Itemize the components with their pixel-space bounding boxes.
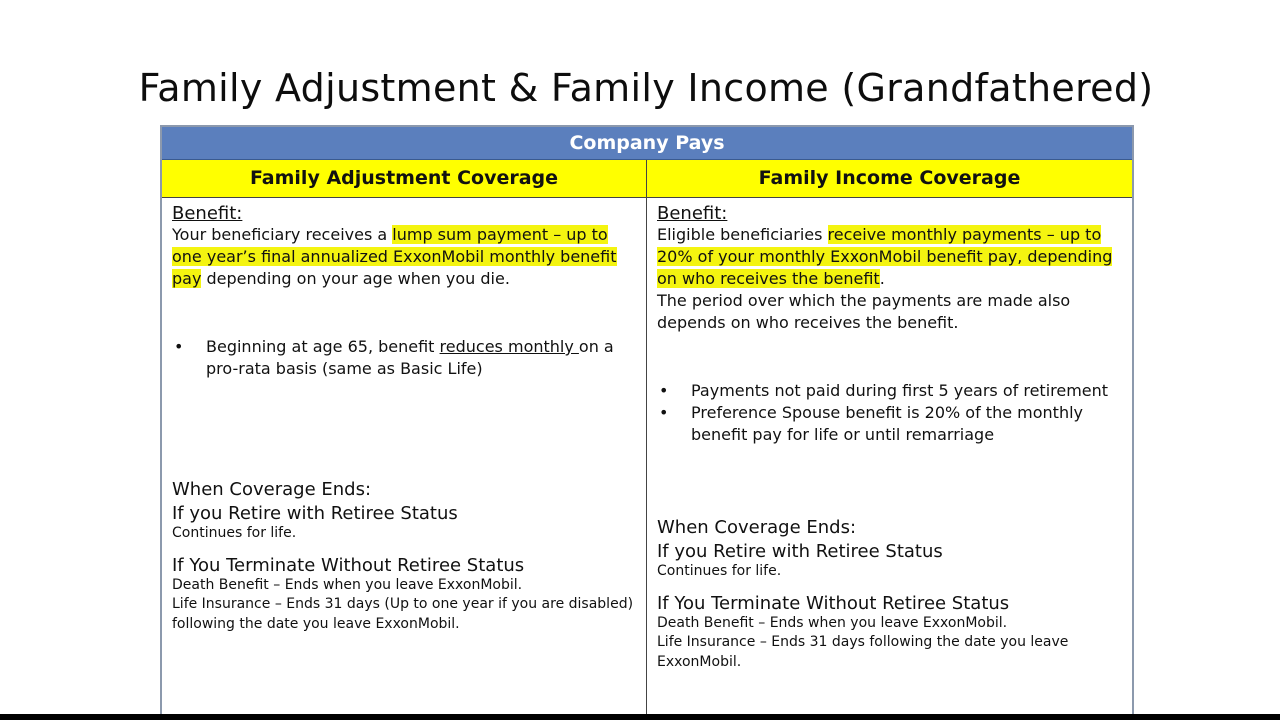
family-adjustment-header: Family Adjustment Coverage <box>162 160 647 197</box>
right-terminate-line: Life Insurance – Ends 31 days following the date you leave ExxonMobil. <box>657 634 1069 670</box>
left-ends-block <box>172 479 638 634</box>
right-terminate-line: Death Benefit – Ends when you leave ExxonMobil. <box>657 614 1008 631</box>
right-terminate-head: If You Terminate Without Retiree Status <box>657 592 1010 614</box>
right-retire-head: If you Retire with Retiree Status <box>657 541 943 562</box>
right-retire-text: Continues for life. <box>657 563 782 579</box>
company-pays-header: Company Pays <box>162 127 1132 160</box>
family-income-column <box>647 198 1132 720</box>
left-benefit-highlight: lump sum payment – up to one year’s final annualized ExxonMobil monthly benefit pay <box>172 225 617 288</box>
right-benefit-highlight: receive monthly payments – up to 20% of your monthly ExxonMobil benefit pay, depending on who receives the benefit <box>657 225 1113 288</box>
right-benefit-text <box>657 224 1124 290</box>
left-ends-label: When Coverage Ends: <box>172 479 372 500</box>
left-bullet-item <box>172 336 638 380</box>
coverage-table <box>160 125 1134 720</box>
right-benefit-block <box>657 203 1124 334</box>
bottom-black-bar <box>0 714 1280 720</box>
right-bullet-item: • Preference Spouse benefit is 20% of the monthly benefit pay for life or until remarriage <box>657 402 1124 446</box>
slide-title: Family Adjustment & Family Income (Grandfathered) <box>138 66 1154 110</box>
right-period-text: The period over which the payments are made also depends on who receives the benefit. <box>657 291 1071 332</box>
right-bullet-item: • Payments not paid during first 5 years of retirement <box>657 380 1124 402</box>
family-income-header: Family Income Coverage <box>758 167 1021 189</box>
left-terminate-line: Life Insurance – Ends 31 days (Up to one year if you are disabled) following the date you leave ExxonMobil. <box>172 596 634 632</box>
right-benefit-post: . <box>879 269 885 288</box>
right-bullet-list <box>657 380 1124 446</box>
left-bullet-post: on a pro-rata basis (same as Basic Life) <box>206 337 614 378</box>
left-terminate-head: If You Terminate Without Retiree Status <box>172 554 525 576</box>
left-retire-head: If you Retire with Retiree Status <box>172 503 458 524</box>
column-headers <box>162 160 1132 198</box>
left-benefit-text <box>172 224 638 290</box>
left-bullet-list <box>172 336 638 380</box>
left-bullet-underlined: reduces monthly <box>439 337 579 356</box>
left-benefit-post: depending on your age when you die. <box>201 269 510 288</box>
right-ends-label: When Coverage Ends: <box>657 517 857 538</box>
left-bullet-pre: Beginning at age 65, benefit <box>206 337 440 356</box>
left-benefit-label: Benefit: <box>172 203 243 224</box>
family-adjustment-column <box>162 198 647 720</box>
right-ends-block <box>657 517 1124 672</box>
left-terminate-line: Death Benefit – Ends when you leave ExxonMobil. <box>172 576 523 593</box>
left-retire-text: Continues for life. <box>172 525 297 541</box>
right-benefit-label: Benefit: <box>657 203 728 224</box>
left-benefit-block <box>172 203 638 290</box>
right-benefit-pre: Eligible beneficiaries <box>657 225 828 244</box>
table-body <box>162 198 1132 720</box>
left-benefit-pre: Your beneficiary receives a <box>172 225 393 244</box>
